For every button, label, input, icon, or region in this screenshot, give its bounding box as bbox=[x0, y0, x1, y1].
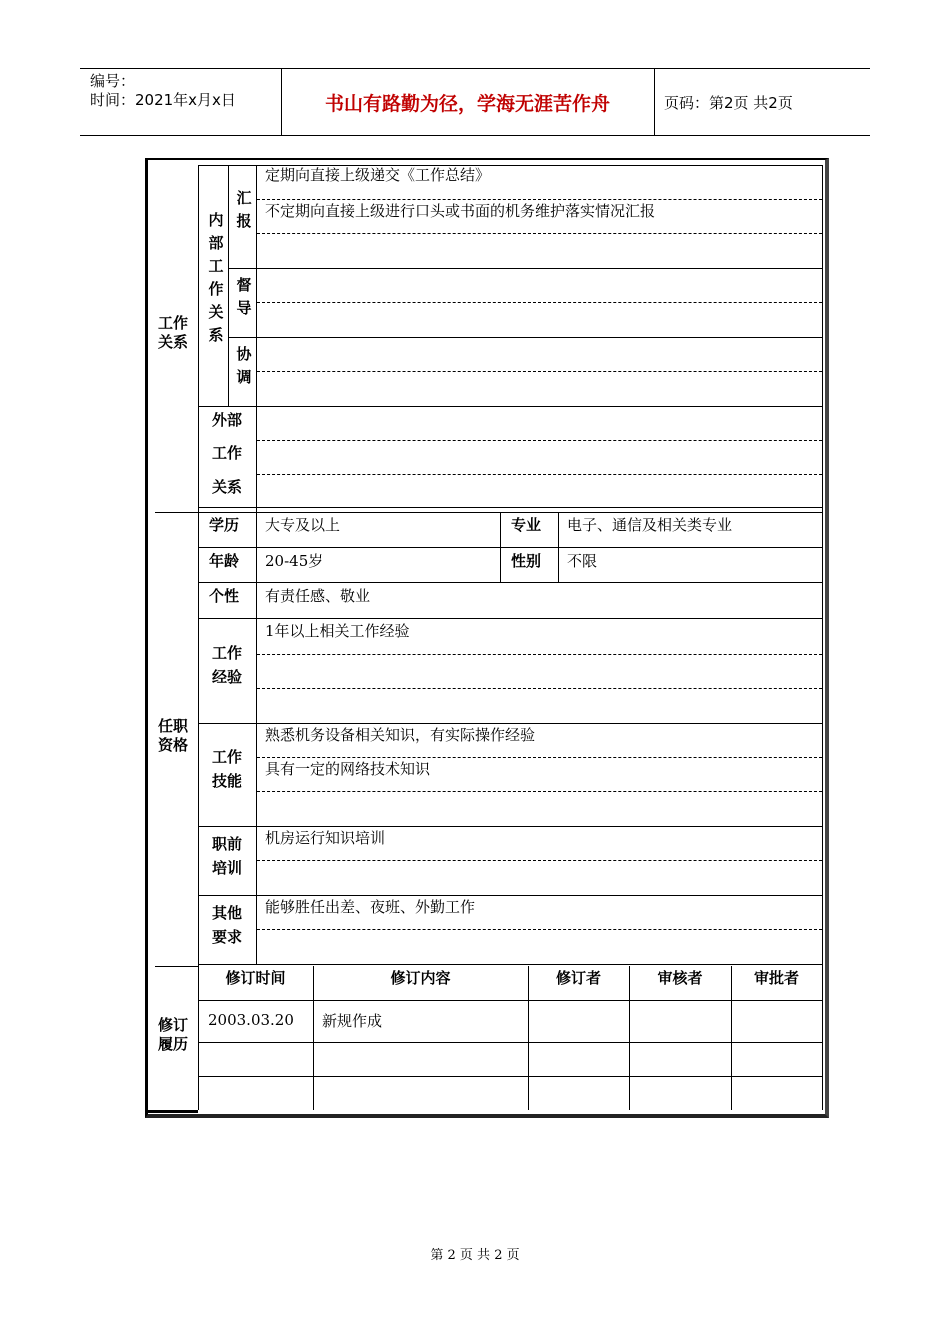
external-relations-label-3: 关系 bbox=[211, 478, 242, 496]
page-footer: 第 2 页 共 2 页 bbox=[430, 1248, 520, 1263]
other-value: 能够胜任出差、夜班、外勤工作 bbox=[265, 898, 476, 916]
training-label-2: 培训 bbox=[211, 859, 242, 877]
revision-section-label bbox=[155, 1016, 191, 1056]
revision-col-approver: 审批者 bbox=[753, 969, 799, 987]
qualifications-section-text: 任职资格 bbox=[157, 717, 188, 754]
qualifications-section-label bbox=[155, 717, 191, 757]
revision-content-cell: 新规作成 bbox=[322, 1012, 383, 1030]
experience-value: 1年以上相关工作经验 bbox=[265, 622, 410, 640]
report-item-2: 不定期向直接上级进行口头或书面的机务维护落实情况汇报 bbox=[265, 202, 656, 220]
experience-label-1: 工作 bbox=[211, 644, 242, 662]
education-value: 大专及以上 bbox=[265, 516, 341, 534]
work-relations-section-label bbox=[155, 314, 191, 354]
revision-section-text: 修订履历 bbox=[157, 1016, 188, 1053]
experience-label-2: 经验 bbox=[211, 668, 242, 686]
personality-label: 个性 bbox=[208, 587, 239, 605]
supervise-label: 督导 bbox=[236, 276, 252, 317]
report-item-1: 定期向直接上级递交《工作总结》 bbox=[265, 166, 491, 184]
document-time-label: 时间：2021年x月x日 bbox=[90, 91, 236, 109]
revision-date-cell: 2003.03.20 bbox=[208, 1011, 294, 1029]
revision-col-content: 修订内容 bbox=[390, 969, 451, 987]
education-label: 学历 bbox=[208, 516, 239, 534]
age-value: 20-45岁 bbox=[265, 552, 324, 570]
major-label: 专业 bbox=[510, 516, 541, 534]
skills-label-1: 工作 bbox=[211, 748, 242, 766]
personality-value: 有责任感、敬业 bbox=[265, 587, 371, 605]
page-number-label: 页码：第2页 共2页 bbox=[664, 94, 793, 112]
external-relations-label-2: 工作 bbox=[211, 444, 242, 462]
major-value: 电子、通信及相关类专业 bbox=[567, 516, 733, 534]
gender-value: 不限 bbox=[567, 552, 598, 570]
internal-relations-label: 内部工作关系 bbox=[208, 211, 224, 344]
training-value: 机房运行知识培训 bbox=[265, 829, 386, 847]
revision-col-checker: 审核者 bbox=[657, 969, 703, 987]
skills-item-2: 具有一定的网络技术知识 bbox=[265, 760, 431, 778]
revision-col-reviser: 修订者 bbox=[555, 969, 601, 987]
document-number-label: 编号： bbox=[90, 72, 136, 90]
external-relations-label-1: 外部 bbox=[211, 411, 242, 429]
training-label-1: 职前 bbox=[211, 835, 242, 853]
gender-label: 性别 bbox=[510, 552, 541, 570]
other-label-2: 要求 bbox=[211, 928, 242, 946]
skills-item-1: 熟悉机务设备相关知识，有实际操作经验 bbox=[265, 726, 536, 744]
report-label: 汇报 bbox=[236, 189, 252, 230]
coordinate-label: 协调 bbox=[236, 345, 252, 386]
work-relations-section-text: 工作关系 bbox=[157, 314, 188, 351]
revision-col-date: 修订时间 bbox=[225, 969, 286, 987]
skills-label-2: 技能 bbox=[211, 772, 242, 790]
other-label-1: 其他 bbox=[211, 904, 242, 922]
motto-text: 书山有路勤为径，学海无涯苦作舟 bbox=[324, 93, 610, 115]
age-label: 年龄 bbox=[208, 552, 239, 570]
